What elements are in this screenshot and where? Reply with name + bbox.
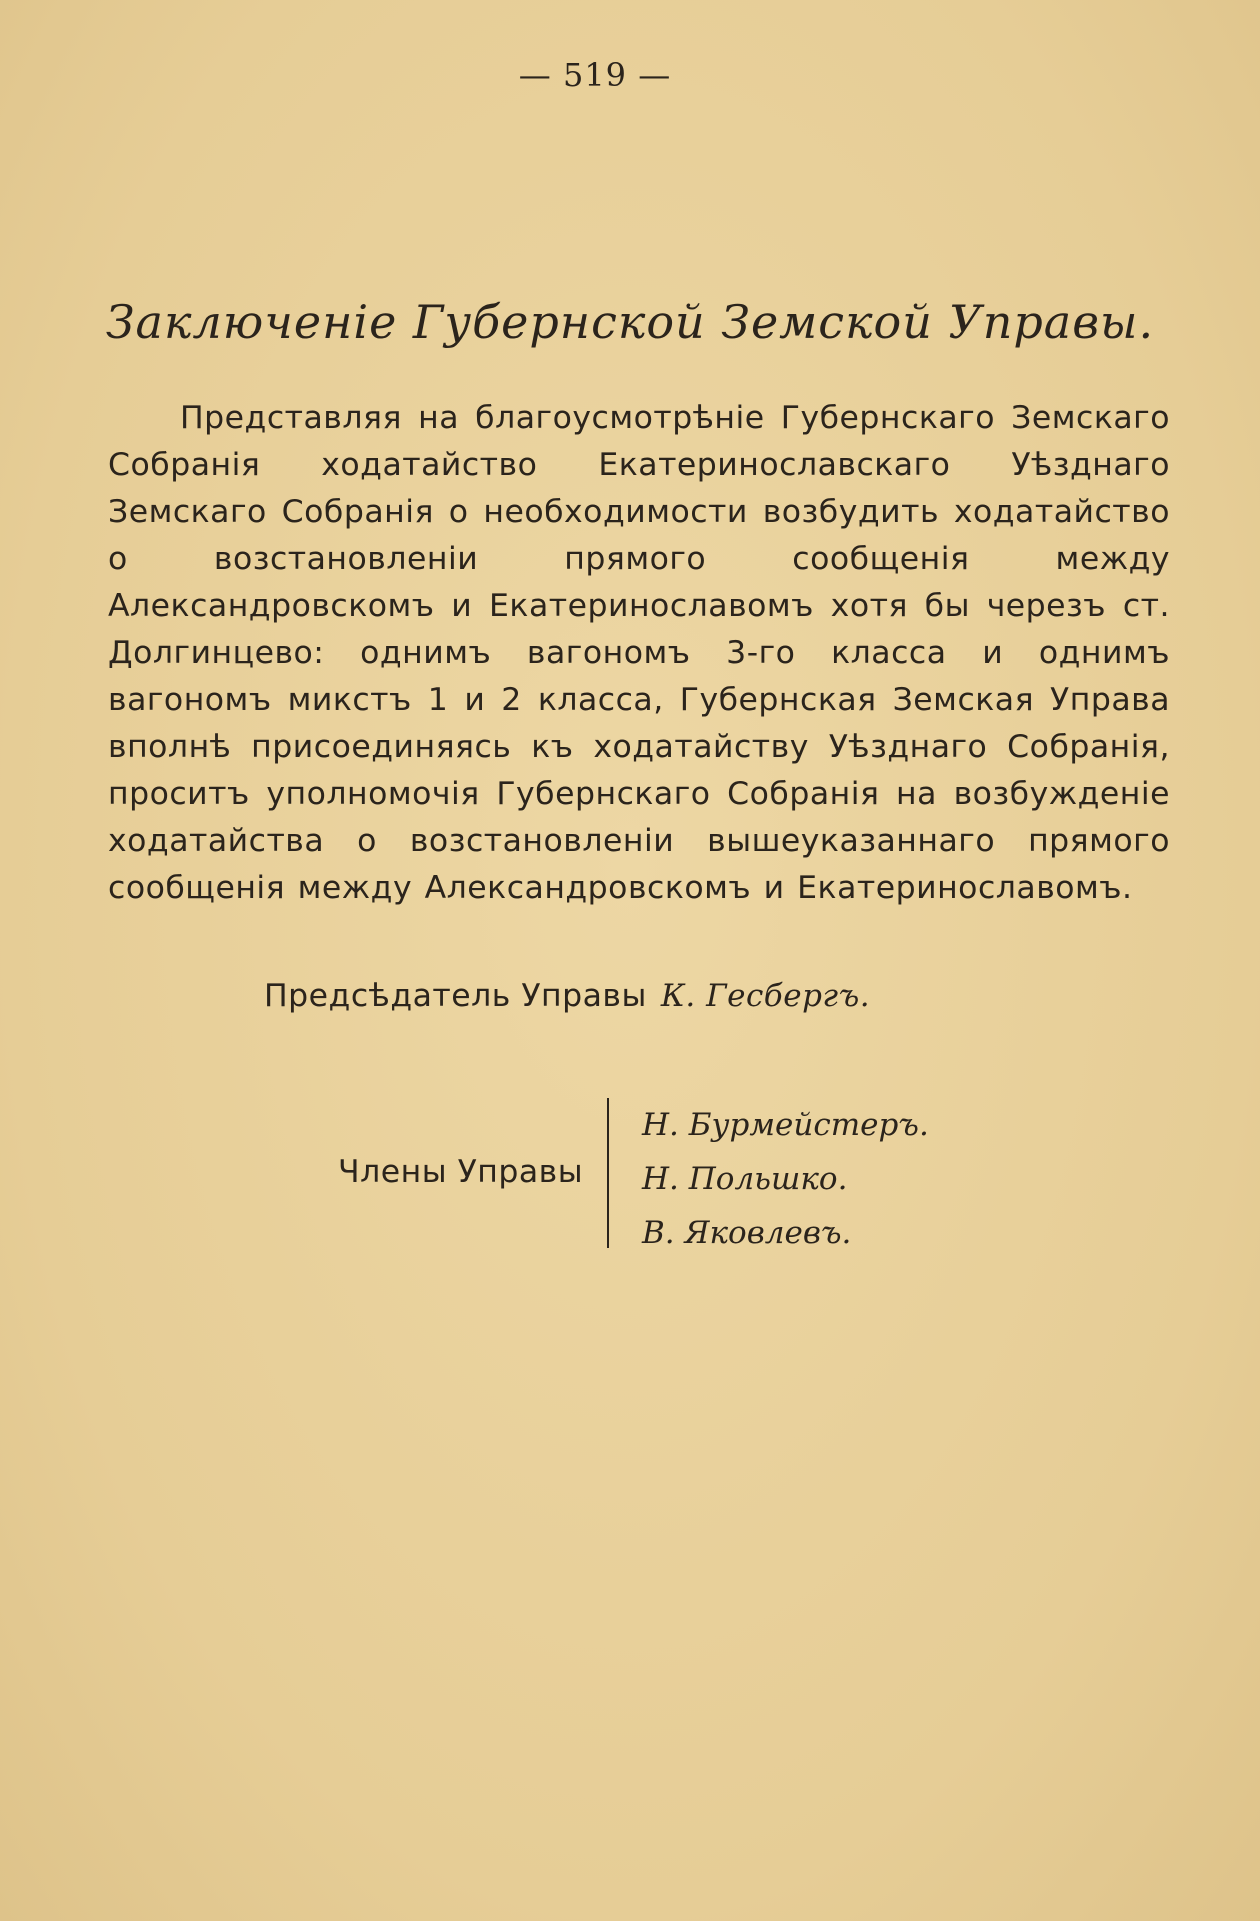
member-name: Н. Бурмейстеръ. <box>642 1107 929 1143</box>
chairman-signature: К. Гесбергъ. <box>660 978 871 1014</box>
members-label: Члены Управы <box>338 1154 584 1190</box>
members-list <box>642 1098 929 1260</box>
chairman-line <box>264 978 870 1014</box>
page-number: — 519 — <box>518 56 672 94</box>
section-title: Заключеніе Губернской Земской Управы. <box>105 295 1155 349</box>
member-name: В. Яковлевъ. <box>642 1215 852 1251</box>
body-paragraph: Представляя на благоусмотрѣніе Губернскаго Земскаго Собранія ходатайство Екатеринославскаго Уѣзднаго Земскаго Собранія о необходимости возбудить ходатайство о возстановленіи прямого сообщенія между Александровскомъ и Екатеринославомъ хотя бы черезъ ст. Долгинцево: однимъ вагономъ 3-го класса и однимъ вагономъ микстъ 1 и 2 класса, Губернская Земская Управа вполнѣ присоединяясь къ ходатайству Уѣзднаго Собранія, проситъ уполномочія Губернскаго Собранія на возбужденіе ходатайства о возстановленіи вышеуказаннаго прямого сообщенія между Александровскомъ и Екатеринославомъ. <box>108 400 1170 906</box>
members-brace <box>607 1098 612 1248</box>
member-name: Н. Польшко. <box>642 1161 848 1197</box>
chairman-label: Предсѣдатель Управы <box>264 978 647 1014</box>
